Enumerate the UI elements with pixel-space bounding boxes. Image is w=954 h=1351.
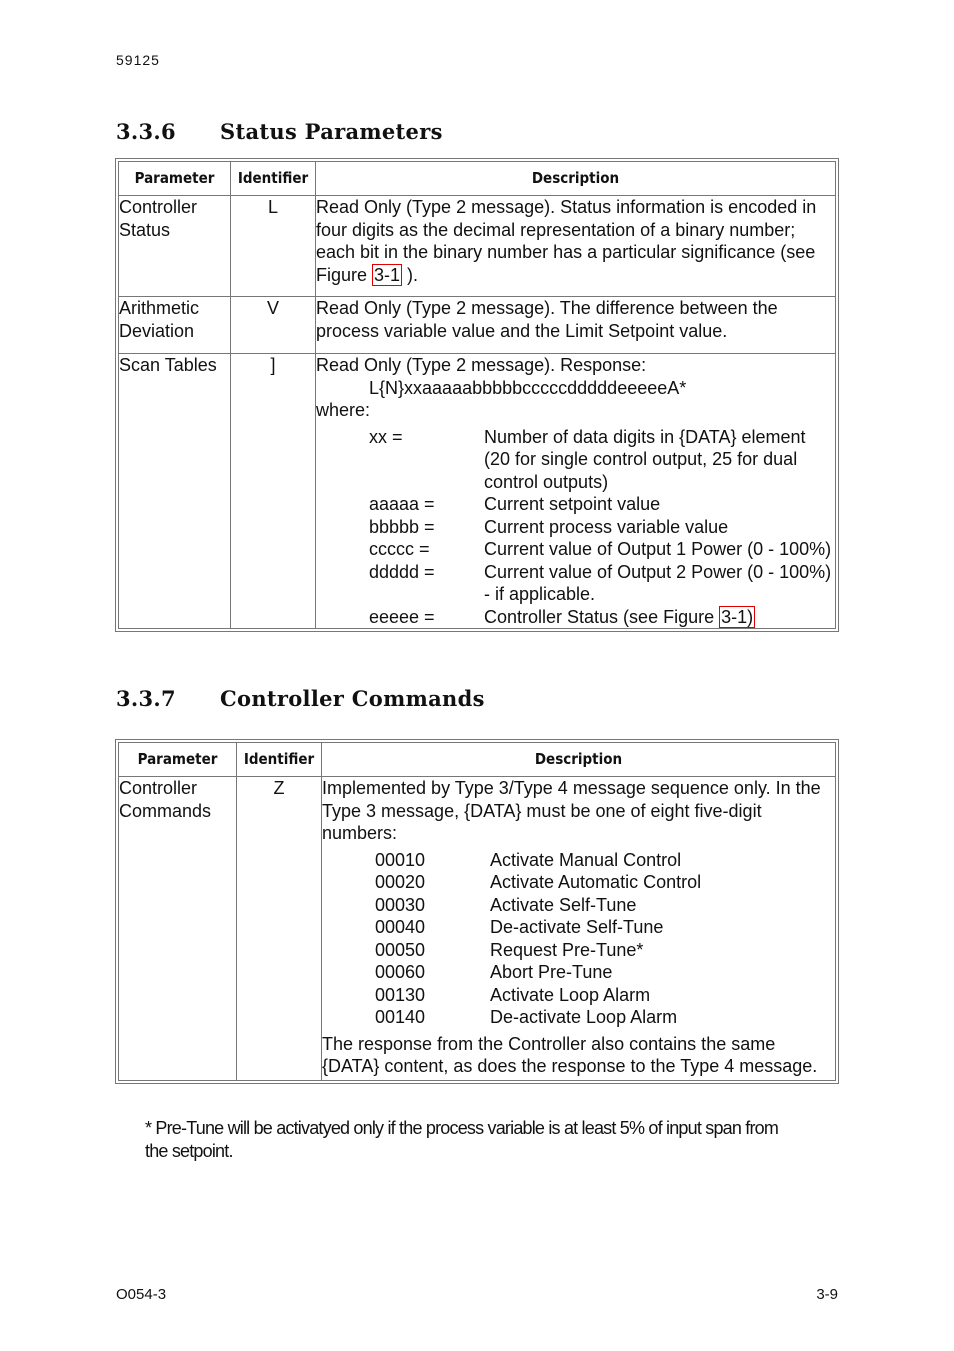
description-text-end: ). [402,264,419,285]
section-number: 3.3.7 [116,686,176,711]
header-parameter: Parameter [119,162,231,196]
footer-page-number: 3-9 [816,1286,838,1303]
command-code: 00060 [375,962,426,982]
header-description: Description [322,743,836,777]
param-cell: Arithmetic Deviation [119,297,231,354]
command-row [322,939,835,962]
table-header-row [119,743,836,777]
field-row [316,426,835,494]
field-value-text: Controller Status (see Figure [484,606,720,627]
field-value [484,606,835,629]
document-id: 59125 [116,52,160,68]
footer-doc-code: O054-3 [116,1286,167,1303]
field-row [316,493,835,516]
param-cell: Controller Status [119,196,231,297]
field-row [316,606,835,629]
table-row [119,297,836,354]
command-action: Request Pre-Tune* [490,939,644,960]
description-text: The response from the Controller also contains the same {DATA} content, as does the response to the Type 4 message. [322,1033,818,1076]
command-code-list [322,849,835,1029]
command-row [322,916,835,939]
field-row [316,516,835,539]
table-row [119,196,836,297]
table-row [119,777,836,1081]
section-heading-status-parameters [116,119,443,144]
command-row [322,1006,835,1029]
header-description: Description [316,162,836,196]
command-action: Activate Loop Alarm [490,984,651,1005]
command-row [322,984,835,1007]
command-action: Activate Manual Control [490,849,682,870]
command-row [322,871,835,894]
response-format: L{N}xxaaaaabbbbbcccccdddddeeeeeA* [369,377,687,398]
where-label: where: [316,400,371,420]
identifier-cell: V [231,297,316,354]
field-list [316,426,835,629]
field-key: ddddd = [369,561,435,582]
param-cell: Scan Tables [119,354,231,629]
command-action: Activate Self-Tune [490,894,637,915]
command-action: De-activate Self-Tune [490,917,664,937]
field-key: eeeee = [369,606,435,627]
description-text: Read Only (Type 2 message). Status information is encoded in four digits as the decimal representation of a binary number; each bit in the binary number has a particular significance (see Figure [316,197,817,285]
status-parameters-table [118,161,836,629]
command-row [322,849,835,872]
command-action: Abort Pre-Tune [490,962,613,982]
description-text: Read Only (Type 2 message). Response: [316,355,647,375]
table-header-row [119,162,836,196]
field-row [316,561,835,606]
command-action: Activate Automatic Control [490,872,702,892]
command-code: 00020 [375,872,426,892]
command-code: 00050 [375,939,426,960]
field-value: Current setpoint value [484,494,661,514]
identifier-cell: L [231,196,316,297]
command-row [322,961,835,984]
description-cell [316,196,836,297]
section-title: Controller Commands [220,686,485,711]
param-cell: Controller Commands [119,777,237,1081]
command-code: 00140 [375,1007,426,1027]
figure-link[interactable]: 3-1 [374,264,401,285]
identifier-cell: ] [231,354,316,629]
section-title: Status Parameters [220,119,443,144]
description-cell: Read Only (Type 2 message). The difference between the process variable value and the Limit Setpoint value. [316,297,836,354]
command-row [322,894,835,917]
field-value: Current process variable value [484,516,729,537]
section-heading-controller-commands [116,686,485,711]
identifier-cell: Z [237,777,322,1081]
header-identifier: Identifier [231,162,316,196]
table-row [119,354,836,629]
field-value: Current value of Output 2 Power (0 - 100%) - if applicable. [484,561,832,604]
header-identifier: Identifier [237,743,322,777]
command-code: 00040 [375,917,426,937]
command-action: De-activate Loop Alarm [490,1007,678,1027]
field-value: Current value of Output 1 Power (0 - 100%) [484,539,832,559]
figure-link[interactable]: 3-1) [721,606,754,627]
field-key: aaaaa = [369,494,435,514]
section-number: 3.3.6 [116,119,176,144]
field-value: Number of data digits in {DATA} element (20 for single control output, 25 for dual control outputs) [484,426,806,492]
footnote: * Pre-Tune will be activatyed only if the process variable is at least 5% of input span from the setpoint. [145,1118,779,1161]
controller-commands-table [118,742,836,1081]
description-text: Implemented by Type 3/Type 4 message sequence only. In the Type 3 message, {DATA} must be one of eight five-digit numbers: [322,778,821,843]
field-key: xx = [369,426,403,447]
field-key: bbbbb = [369,516,435,537]
command-code: 00010 [375,849,426,870]
command-code: 00030 [375,894,426,915]
field-key: ccccc = [369,539,430,559]
command-code: 00130 [375,984,426,1005]
field-row [316,538,835,561]
description-cell [322,777,836,1081]
description-cell [316,354,836,629]
header-parameter: Parameter [119,743,237,777]
